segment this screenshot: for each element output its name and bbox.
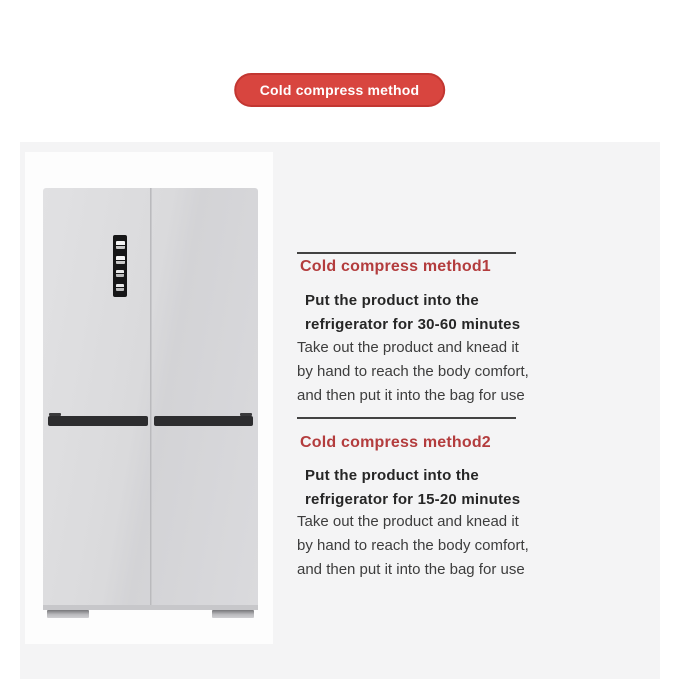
product-photo-card <box>25 152 273 644</box>
section-heading: Cold compress method1 <box>300 258 491 275</box>
section-heading: Cold compress method2 <box>300 434 491 451</box>
instruction-line: by hand to reach the body comfort, <box>297 363 529 380</box>
fridge-handle-left <box>48 416 148 426</box>
instruction-summary <box>305 464 520 512</box>
instruction-line: Take out the product and knead it <box>297 513 519 530</box>
instruction-detail <box>297 510 529 582</box>
instruction-summary <box>305 289 520 337</box>
fridge-foot-left <box>47 610 89 618</box>
lock-icon <box>116 284 124 291</box>
temp-display-icon <box>116 256 125 264</box>
instruction-line: Put the product into the <box>305 467 479 484</box>
fridge-control-display <box>113 235 127 297</box>
refrigerator-image <box>43 188 258 610</box>
section-divider <box>297 252 516 254</box>
content-panel <box>20 142 660 679</box>
instruction-line: Take out the product and knead it <box>297 339 519 356</box>
instruction-detail <box>297 336 529 408</box>
section-divider <box>297 417 516 419</box>
mode-icon <box>116 270 124 277</box>
instruction-line: refrigerator for 15-20 minutes <box>305 491 521 508</box>
instruction-line: Put the product into the <box>305 292 479 309</box>
fridge-foot-right <box>212 610 254 618</box>
instruction-line: by hand to reach the body comfort, <box>297 537 529 554</box>
fridge-handle-band <box>48 416 253 426</box>
title-badge: Cold compress method <box>234 73 446 107</box>
fridge-door-gap <box>150 188 152 610</box>
fridge-handle-right <box>154 416 254 426</box>
instruction-line: refrigerator for 30-60 minutes <box>305 316 521 333</box>
instruction-line: and then put it into the bag for use <box>297 387 525 404</box>
instruction-line: and then put it into the bag for use <box>297 561 525 578</box>
temp-display-icon <box>116 241 125 249</box>
